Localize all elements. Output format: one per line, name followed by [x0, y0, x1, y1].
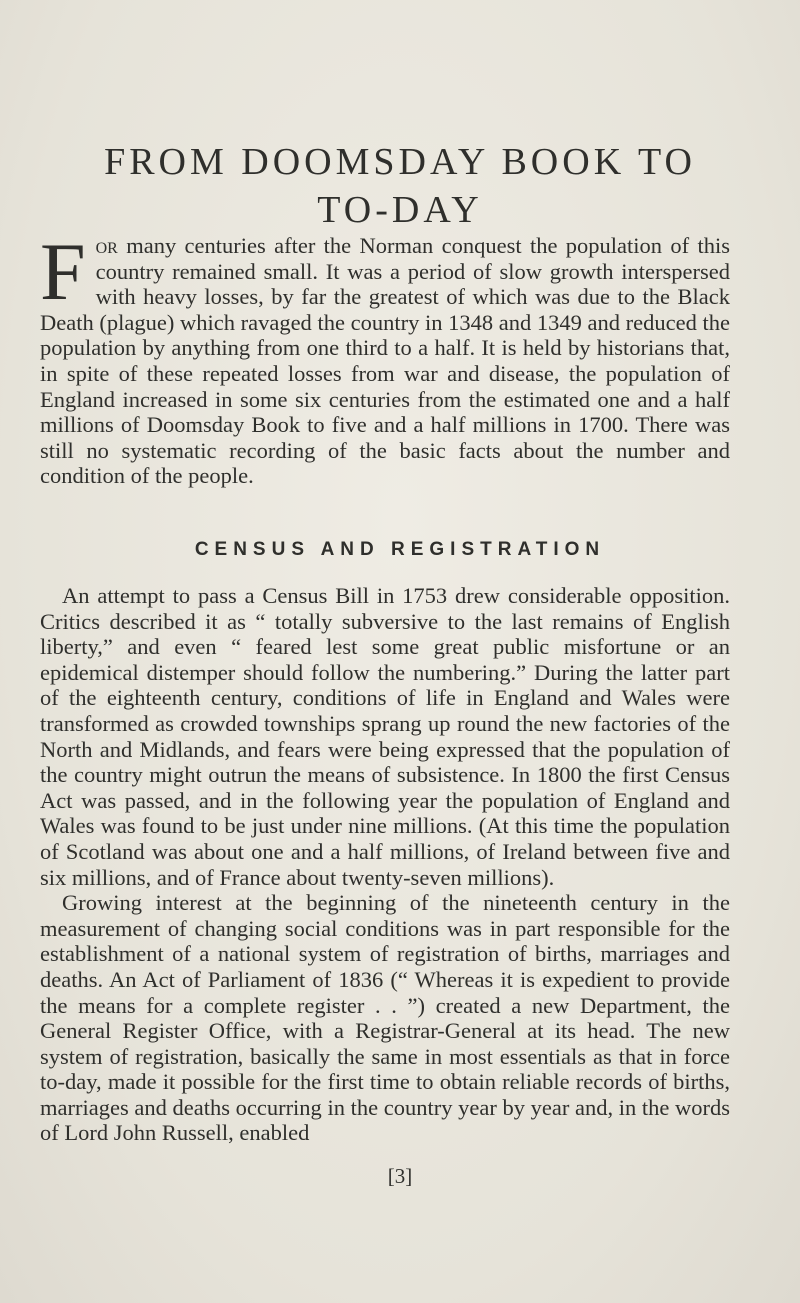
page-number: [3] [387, 1164, 413, 1188]
section-heading: CENSUS AND REGISTRATION [194, 539, 606, 560]
intro-small-caps: or [95, 233, 118, 258]
title-line-1: FROM DOOMSDAY BOOK TO [104, 141, 696, 183]
paragraph-registration: Growing interest at the beginning of the nineteenth century in the measurement of changing social conditions was in part responsible for the establishment of a national system of registration of births, marriages and deaths. An Act of Parliament of 1836 (“ Whereas it is expedient to provide the means for a complete register . . ”) created a new Department, the General Register Office, with a Registrar-General at its head. The new system of registration, basically the same in most essentials as that in force to-day, made it possible for the first time to obtain reliable records of births, marriages and deaths occurring in the country year by year and, in the words of Lord John Russell, enabled [40, 890, 730, 1146]
intro-text: many centuries after the Norman conquest the population of this country remained small. It was a period of slow growth interspersed with heavy losses, by far the greatest of which was due to the Black Death (plague) which ravaged the country in 1348 and 1349 and reduced the population by anything from one third to a half. It is held by historians that, in spite of these repeated losses from war and disease, the population of England increased in some six centuries from the estimated one and a half millions of Doomsday Book to five and a half millions in 1700. There was still no systematic recording of the basic facts about the number and condition of the people. [40, 233, 730, 489]
section-body [40, 583, 730, 1169]
page-title [0, 138, 800, 234]
drop-cap: F [40, 226, 86, 317]
intro-paragraph [40, 226, 730, 489]
paragraph-census-bill: An attempt to pass a Census Bill in 1753 drew considerable opposition. Critics described it as “ totally subversive to the last remains of English liberty,” and even “ feared lest some great public misfortune or an epidemical distemper should follow the numbering.” During the latter part of the eighteenth century, conditions of life in England and Wales were transformed as crowded townships sprang up round the new factories of the North and Midlands, and fears were being expressed that the population of the country might outrun the means of subsistence. In 1800 the first Census Act was passed, and in the following year the population of England and Wales was found to be just under nine millions. (At this time the population of Scotland was about one and a half millions, of Ireland between five and six millions, and of France about twenty-seven millions). [40, 583, 730, 890]
title-line-2: TO-DAY [317, 189, 483, 231]
